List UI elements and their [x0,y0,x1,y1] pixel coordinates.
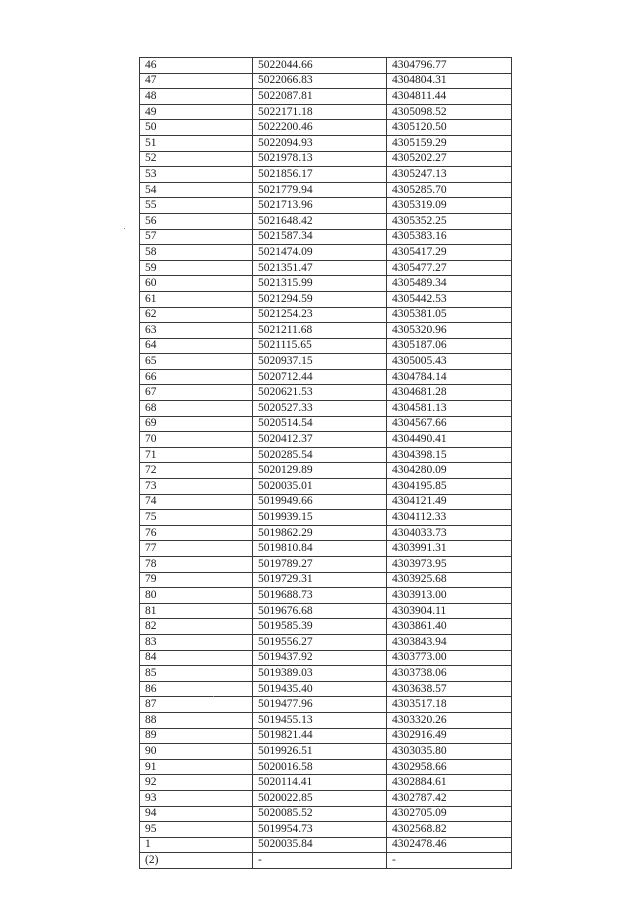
point-number-cell: 88 [140,712,253,728]
x-coordinate-cell: 5019949.66 [253,494,387,510]
scan-speck [124,228,125,229]
x-coordinate-cell: 5020114.41 [253,775,387,791]
y-coordinate-cell: 4302916.49 [387,728,512,744]
x-coordinate-cell: 5020035.84 [253,837,387,853]
table-row [140,354,512,370]
y-coordinate-cell: 4303925.68 [387,572,512,588]
table-row [140,182,512,198]
table-row [140,416,512,432]
point-number-cell: 86 [140,681,253,697]
table-row [140,291,512,307]
point-number-cell: 57 [140,229,253,245]
table-row [140,479,512,495]
point-number-cell: 77 [140,541,253,557]
point-number-cell: 67 [140,385,253,401]
y-coordinate-cell: 4303991.31 [387,541,512,557]
y-coordinate-cell: 4304804.31 [387,73,512,89]
table-row [140,588,512,604]
point-number-cell: 94 [140,806,253,822]
point-number-cell: 70 [140,432,253,448]
point-number-cell: 76 [140,525,253,541]
y-coordinate-cell: 4304033.73 [387,525,512,541]
x-coordinate-cell: 5020129.89 [253,463,387,479]
y-coordinate-cell: 4305477.27 [387,260,512,276]
y-coordinate-cell: 4305187.06 [387,338,512,354]
y-coordinate-cell: 4302958.66 [387,759,512,775]
point-number-cell: 95 [140,822,253,838]
table-row [140,853,512,869]
y-coordinate-cell: 4302705.09 [387,806,512,822]
table-row [140,276,512,292]
x-coordinate-cell: 5019729.31 [253,572,387,588]
x-coordinate-cell: 5021474.09 [253,245,387,261]
y-coordinate-cell: 4304811.44 [387,89,512,105]
table-row [140,369,512,385]
table-row [140,619,512,635]
point-number-cell: 54 [140,182,253,198]
x-coordinate-cell: 5021294.59 [253,291,387,307]
y-coordinate-cell: 4302787.42 [387,790,512,806]
point-number-cell: 93 [140,790,253,806]
x-coordinate-cell: 5019862.29 [253,525,387,541]
x-coordinate-cell: 5019585.39 [253,619,387,635]
table-row [140,447,512,463]
y-coordinate-cell: 4303773.00 [387,650,512,666]
y-coordinate-cell: 4304112.33 [387,510,512,526]
x-coordinate-cell: 5019821.44 [253,728,387,744]
x-coordinate-cell: 5019676.68 [253,603,387,619]
table-row [140,213,512,229]
y-coordinate-cell: 4303638.57 [387,681,512,697]
x-coordinate-cell: 5022087.81 [253,89,387,105]
point-number-cell: 90 [140,744,253,760]
y-coordinate-cell: 4305352.25 [387,213,512,229]
table-row [140,151,512,167]
point-number-cell: 59 [140,260,253,276]
table-row [140,120,512,136]
y-coordinate-cell: 4304121.49 [387,494,512,510]
table-row [140,494,512,510]
x-coordinate-cell: 5022200.46 [253,120,387,136]
x-coordinate-cell: 5019789.27 [253,557,387,573]
x-coordinate-cell: 5019926.51 [253,744,387,760]
x-coordinate-cell: 5020621.53 [253,385,387,401]
point-number-cell: 52 [140,151,253,167]
y-coordinate-cell: 4303035.80 [387,744,512,760]
table-row [140,759,512,775]
x-coordinate-cell: 5021713.96 [253,198,387,214]
table-row [140,634,512,650]
x-coordinate-cell: 5022066.83 [253,73,387,89]
table-row [140,666,512,682]
y-coordinate-cell: 4304280.09 [387,463,512,479]
x-coordinate-cell: 5020016.58 [253,759,387,775]
table-row [140,822,512,838]
y-coordinate-cell: 4304398.15 [387,447,512,463]
table-row [140,58,512,74]
x-coordinate-cell: 5019810.84 [253,541,387,557]
table-row [140,260,512,276]
point-number-cell: 61 [140,291,253,307]
x-coordinate-cell: 5021211.68 [253,323,387,339]
point-number-cell: 71 [140,447,253,463]
y-coordinate-cell: 4305489.34 [387,276,512,292]
table-row [140,104,512,120]
y-coordinate-cell: 4303517.18 [387,697,512,713]
x-coordinate-cell: - [253,853,387,869]
x-coordinate-cell: 5022094.93 [253,135,387,151]
y-coordinate-cell: 4305320.96 [387,323,512,339]
x-coordinate-cell: 5019455.13 [253,712,387,728]
y-coordinate-cell: 4305159.29 [387,135,512,151]
y-coordinate-cell: 4304796.77 [387,58,512,74]
table-row [140,557,512,573]
y-coordinate-cell: 4303973.95 [387,557,512,573]
y-coordinate-cell: 4303913.00 [387,588,512,604]
coordinates-table [139,57,512,869]
point-number-cell: 47 [140,73,253,89]
point-number-cell: (2) [140,853,253,869]
y-coordinate-cell: 4303904.11 [387,603,512,619]
point-number-cell: 46 [140,58,253,74]
table-row [140,603,512,619]
x-coordinate-cell: 5022171.18 [253,104,387,120]
y-coordinate-cell: 4305319.09 [387,198,512,214]
x-coordinate-cell: 5021587.34 [253,229,387,245]
x-coordinate-cell: 5020937.15 [253,354,387,370]
point-number-cell: 66 [140,369,253,385]
table-row [140,541,512,557]
table-row [140,744,512,760]
table-row [140,463,512,479]
y-coordinate-cell: 4303843.94 [387,634,512,650]
x-coordinate-cell: 5019556.27 [253,634,387,650]
x-coordinate-cell: 5020712.44 [253,369,387,385]
point-number-cell: 79 [140,572,253,588]
point-number-cell: 49 [140,104,253,120]
x-coordinate-cell: 5020085.52 [253,806,387,822]
y-coordinate-cell: 4305442.53 [387,291,512,307]
table-row [140,697,512,713]
table-row [140,432,512,448]
x-coordinate-cell: 5019939.15 [253,510,387,526]
x-coordinate-cell: 5019954.73 [253,822,387,838]
y-coordinate-cell: - [387,853,512,869]
x-coordinate-cell: 5019477.96 [253,697,387,713]
table-row [140,73,512,89]
table-row [140,167,512,183]
y-coordinate-cell: 4304490.41 [387,432,512,448]
y-coordinate-cell: 4303320.26 [387,712,512,728]
x-coordinate-cell: 5021115.65 [253,338,387,354]
x-coordinate-cell: 5021856.17 [253,167,387,183]
table-row [140,572,512,588]
point-number-cell: 56 [140,213,253,229]
point-number-cell: 64 [140,338,253,354]
point-number-cell: 62 [140,307,253,323]
x-coordinate-cell: 5020285.54 [253,447,387,463]
table-row [140,198,512,214]
point-number-cell: 74 [140,494,253,510]
table-row [140,323,512,339]
table-row [140,245,512,261]
point-number-cell: 80 [140,588,253,604]
y-coordinate-cell: 4302478.46 [387,837,512,853]
point-number-cell: 48 [140,89,253,105]
point-number-cell: 78 [140,557,253,573]
y-coordinate-cell: 4305381.05 [387,307,512,323]
point-number-cell: 84 [140,650,253,666]
y-coordinate-cell: 4305202.27 [387,151,512,167]
table-row [140,806,512,822]
y-coordinate-cell: 4305005.43 [387,354,512,370]
x-coordinate-cell: 5019437.92 [253,650,387,666]
table-row [140,728,512,744]
y-coordinate-cell: 4305247.13 [387,167,512,183]
scan-speck [213,696,214,697]
point-number-cell: 92 [140,775,253,791]
point-number-cell: 58 [140,245,253,261]
y-coordinate-cell: 4305285.70 [387,182,512,198]
x-coordinate-cell: 5021254.23 [253,307,387,323]
x-coordinate-cell: 5020527.33 [253,401,387,417]
point-number-cell: 51 [140,135,253,151]
point-number-cell: 82 [140,619,253,635]
table-row [140,307,512,323]
x-coordinate-cell: 5021315.99 [253,276,387,292]
point-number-cell: 68 [140,401,253,417]
y-coordinate-cell: 4304581.13 [387,401,512,417]
y-coordinate-cell: 4304567.66 [387,416,512,432]
table-row [140,338,512,354]
table-row [140,525,512,541]
y-coordinate-cell: 4303738.06 [387,666,512,682]
x-coordinate-cell: 5021351.47 [253,260,387,276]
coordinates-table-body [140,58,512,869]
table-row [140,229,512,245]
point-number-cell: 65 [140,354,253,370]
y-coordinate-cell: 4304681.28 [387,385,512,401]
table-row [140,650,512,666]
y-coordinate-cell: 4305383.16 [387,229,512,245]
point-number-cell: 1 [140,837,253,853]
point-number-cell: 89 [140,728,253,744]
point-number-cell: 69 [140,416,253,432]
point-number-cell: 63 [140,323,253,339]
point-number-cell: 73 [140,479,253,495]
point-number-cell: 87 [140,697,253,713]
table-row [140,837,512,853]
x-coordinate-cell: 5019688.73 [253,588,387,604]
point-number-cell: 91 [140,759,253,775]
table-row [140,790,512,806]
y-coordinate-cell: 4305098.52 [387,104,512,120]
point-number-cell: 81 [140,603,253,619]
y-coordinate-cell: 4302884.61 [387,775,512,791]
table-row [140,775,512,791]
table-row [140,510,512,526]
point-number-cell: 53 [140,167,253,183]
point-number-cell: 55 [140,198,253,214]
y-coordinate-cell: 4302568.82 [387,822,512,838]
x-coordinate-cell: 5020022.85 [253,790,387,806]
y-coordinate-cell: 4304784.14 [387,369,512,385]
table-row [140,89,512,105]
point-number-cell: 50 [140,120,253,136]
x-coordinate-cell: 5021648.42 [253,213,387,229]
x-coordinate-cell: 5019435.40 [253,681,387,697]
point-number-cell: 75 [140,510,253,526]
x-coordinate-cell: 5020412.37 [253,432,387,448]
y-coordinate-cell: 4305417.29 [387,245,512,261]
y-coordinate-cell: 4304195.85 [387,479,512,495]
x-coordinate-cell: 5021779.94 [253,182,387,198]
table-row [140,681,512,697]
x-coordinate-cell: 5019389.03 [253,666,387,682]
x-coordinate-cell: 5021978.13 [253,151,387,167]
y-coordinate-cell: 4305120.50 [387,120,512,136]
point-number-cell: 72 [140,463,253,479]
y-coordinate-cell: 4303861.40 [387,619,512,635]
table-row [140,712,512,728]
point-number-cell: 83 [140,634,253,650]
x-coordinate-cell: 5022044.66 [253,58,387,74]
x-coordinate-cell: 5020514.54 [253,416,387,432]
table-row [140,401,512,417]
point-number-cell: 60 [140,276,253,292]
table-row [140,135,512,151]
point-number-cell: 85 [140,666,253,682]
table-row [140,385,512,401]
x-coordinate-cell: 5020035.01 [253,479,387,495]
